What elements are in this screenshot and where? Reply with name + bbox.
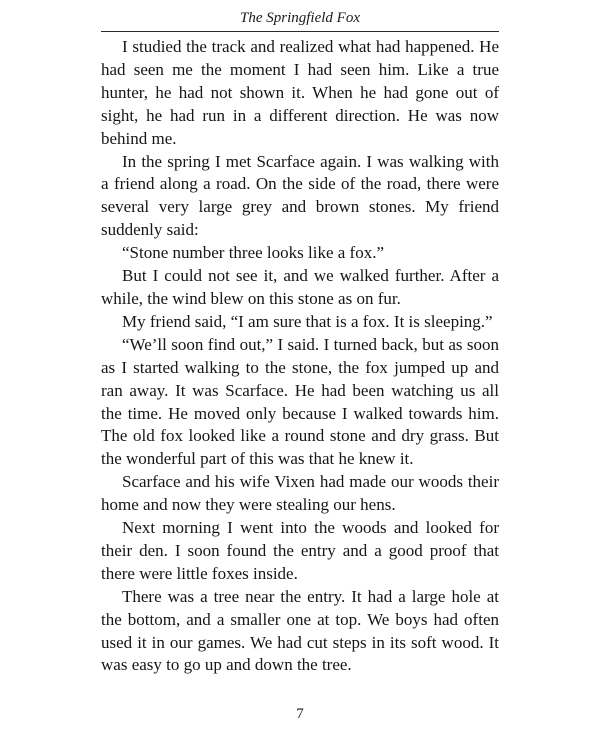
paragraph: “We’ll soon find out,” I said. I turned back, but as soon as I started walking to the stone, the fox jumped up and ran away. It was Scarface. He had been watching us all the time. He moved only because I walked towards him. The old fox looked like a round stone and dry grass. But the wonderful part of this was that he knew it.: [101, 334, 499, 469]
page-number: 7: [296, 706, 304, 722]
paragraph: There was a tree near the entry. It had a large hole at the bottom, and a smaller one at top. We boys had often used it in our games. We had cut steps in its soft wood. It was easy to go up and down the tree.: [101, 586, 499, 675]
paragraph: But I could not see it, and we walked further. After a while, the wind blew on this stone as on fur.: [101, 266, 499, 308]
paragraph: “Stone number three looks like a fox.”: [122, 243, 385, 263]
paragraph: My friend said, “I am sure that is a fox. It is sleeping.”: [122, 311, 493, 331]
paragraph: Scarface and his wife Vixen had made our woods their home and now they were stealing our hens.: [101, 472, 499, 515]
paragraph: Next morning I went into the woods and looked for their den. I soon found the entry and a good proof that there were little foxes inside.: [101, 518, 499, 583]
paragraph: In the spring I met Scarface again. I was walking with a friend along a road. On the side of the road, there were several very large grey and brown stones. My friend suddenly said:: [101, 151, 499, 240]
body-text: [101, 36, 499, 677]
running-head-title: The Springfield Fox: [240, 10, 360, 26]
paragraph: I studied the track and realized what had happened. He had seen me the moment I had seen him. Like a true hunter, he had not shown it. When he had gone out of sight, he had run in a different direction. He was now behind me.: [101, 37, 499, 148]
header-rule: [101, 31, 499, 32]
